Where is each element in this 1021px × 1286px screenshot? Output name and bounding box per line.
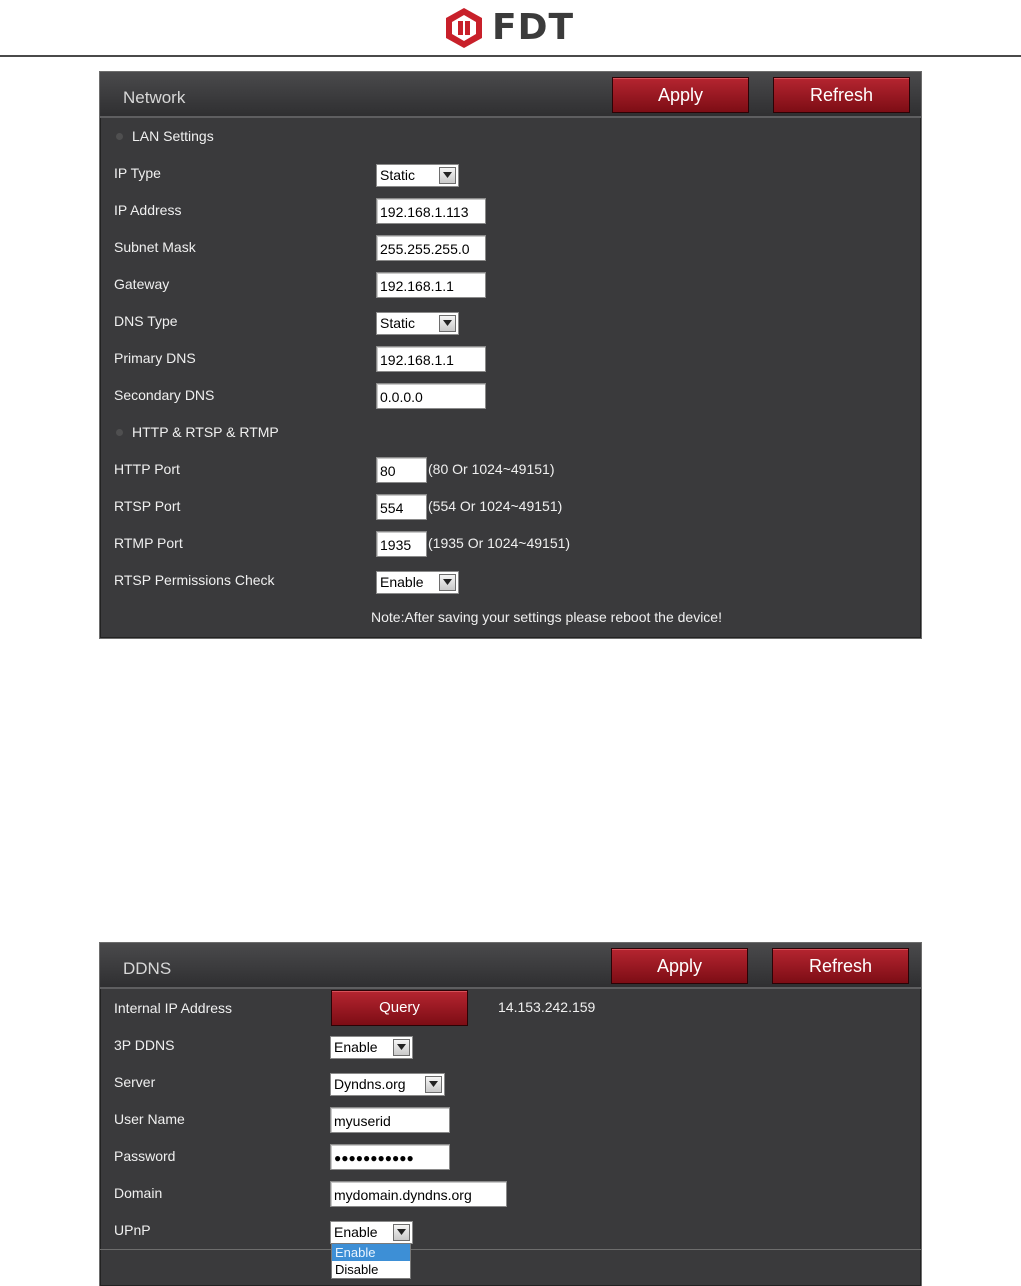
chevron-down-icon[interactable]: [393, 1224, 410, 1241]
chevron-down-icon[interactable]: [439, 315, 456, 332]
dns-type-value: Static: [380, 315, 416, 331]
upnp-select[interactable]: [330, 1221, 413, 1244]
dns-type-select[interactable]: [376, 312, 459, 335]
internal-ip-label: Internal IP Address: [114, 1000, 233, 1016]
chevron-down-icon[interactable]: [439, 167, 456, 184]
query-button[interactable]: Query: [331, 990, 468, 1026]
fdt-logo-icon: [442, 6, 486, 50]
primary-dns-input[interactable]: 192.168.1.1: [376, 346, 486, 372]
network-panel: [99, 71, 922, 639]
ddns-panel-title: DDNS: [123, 959, 172, 978]
3p-ddns-label: 3P DDNS: [114, 1037, 175, 1053]
ip-address-label: IP Address: [114, 202, 182, 218]
dns-type-label: DNS Type: [114, 313, 178, 329]
ip-type-value: Static: [380, 167, 416, 183]
rtsp-port-hint: (554 Or 1024~49151): [428, 498, 563, 514]
gateway-input[interactable]: 192.168.1.1: [376, 272, 486, 298]
upnp-option-enable[interactable]: Enable: [332, 1244, 410, 1261]
rtsp-permissions-label: RTSP Permissions Check: [114, 572, 275, 588]
primary-dns-label: Primary DNS: [114, 350, 196, 366]
network-panel-header: [100, 72, 921, 118]
user-name-input[interactable]: myuserid: [330, 1107, 450, 1133]
upnp-value: Enable: [334, 1224, 378, 1240]
internal-ip-value: 14.153.242.159: [498, 999, 596, 1015]
http-rtsp-rtmp-heading: HTTP & RTSP & RTMP: [132, 424, 279, 440]
apply-button[interactable]: Apply: [611, 948, 748, 984]
rtsp-port-label: RTSP Port: [114, 498, 181, 514]
upnp-dropdown-list: [331, 1243, 411, 1279]
lan-settings-heading: LAN Settings: [132, 128, 214, 144]
3p-ddns-value: Enable: [334, 1039, 378, 1055]
subnet-mask-input[interactable]: 255.255.255.0: [376, 235, 486, 261]
rtsp-permissions-value: Enable: [380, 574, 424, 590]
ip-type-label: IP Type: [114, 165, 161, 181]
upnp-option-disable[interactable]: Disable: [335, 1262, 379, 1277]
chevron-down-icon[interactable]: [425, 1076, 442, 1093]
user-name-label: User Name: [114, 1111, 185, 1127]
server-value: Dyndns.org: [334, 1076, 406, 1092]
password-label: Password: [114, 1148, 176, 1164]
header-divider: [0, 55, 1021, 57]
upnp-label: UPnP: [114, 1222, 151, 1238]
rtmp-port-hint: (1935 Or 1024~49151): [428, 535, 571, 551]
chevron-down-icon[interactable]: [393, 1039, 410, 1056]
http-port-label: HTTP Port: [114, 461, 180, 477]
password-input[interactable]: ●●●●●●●●●●●: [330, 1144, 450, 1170]
reboot-note: Note:After saving your settings please reboot the device!: [371, 609, 722, 625]
rtsp-port-input[interactable]: 554: [376, 494, 427, 520]
domain-input[interactable]: mydomain.dyndns.org: [330, 1181, 507, 1207]
subnet-mask-label: Subnet Mask: [114, 239, 196, 255]
bullet-icon: [116, 429, 123, 436]
chevron-down-icon[interactable]: [439, 574, 456, 591]
brand-name: FDT: [492, 7, 575, 48]
apply-button[interactable]: Apply: [612, 77, 749, 113]
bullet-icon: [116, 133, 123, 140]
3p-ddns-select[interactable]: [330, 1036, 413, 1059]
gateway-label: Gateway: [114, 276, 170, 292]
ip-type-select[interactable]: [376, 164, 459, 187]
http-port-input[interactable]: 80: [376, 457, 427, 483]
ip-address-input[interactable]: 192.168.1.113: [376, 198, 486, 224]
ddns-panel-header: [100, 943, 921, 989]
refresh-button[interactable]: Refresh: [772, 948, 909, 984]
refresh-button[interactable]: Refresh: [773, 77, 910, 113]
rtmp-port-label: RTMP Port: [114, 535, 183, 551]
http-port-hint: (80 Or 1024~49151): [428, 461, 555, 477]
server-label: Server: [114, 1074, 156, 1090]
ddns-panel: [99, 942, 922, 1286]
rtmp-port-input[interactable]: 1935: [376, 531, 427, 557]
domain-label: Domain: [114, 1185, 163, 1201]
network-panel-title: Network: [123, 88, 186, 107]
secondary-dns-input[interactable]: 0.0.0.0: [376, 383, 486, 409]
secondary-dns-label: Secondary DNS: [114, 387, 215, 403]
brand-logo: [442, 5, 574, 50]
rtsp-permissions-select[interactable]: [376, 571, 459, 594]
ddns-panel-footer-divider: [100, 1249, 921, 1250]
server-select[interactable]: [330, 1073, 445, 1096]
